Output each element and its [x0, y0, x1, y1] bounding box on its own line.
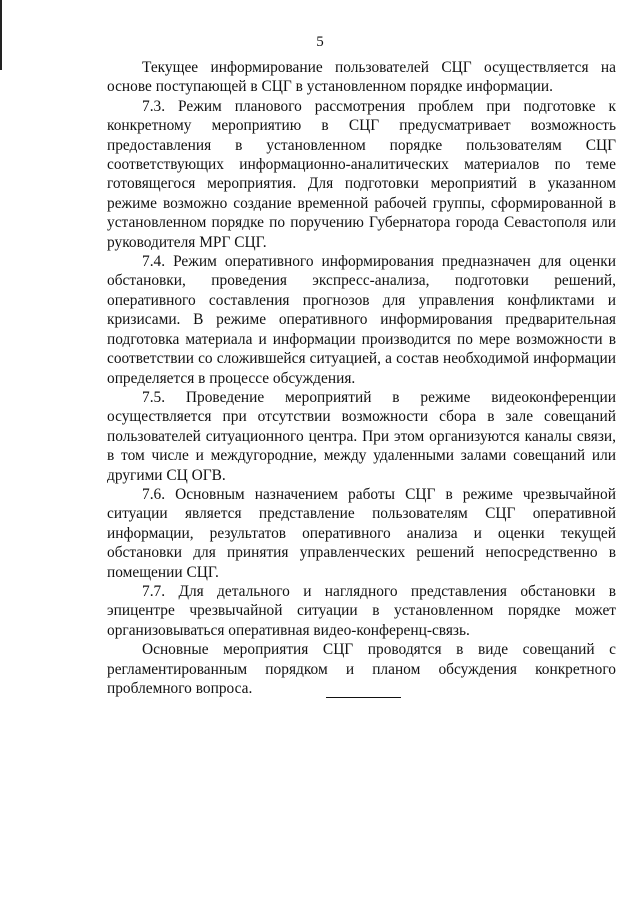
paragraph-7-6: 7.6. Основным назначением работы СЦГ в режиме чрезвычайной ситуации является представление пользователям СЦГ оперативной информации, результатов оперативного анализа и оценки текущей обстановки для принятия управленческих решений непосредственно в помещении СЦГ. [107, 485, 616, 581]
paragraph-7-3: 7.3. Режим планового рассмотрения проблем при подготовке к конкретному мероприятию в СЦГ предусматривает возможность предоставления в установленном порядке пользователям СЦГ соответствующих информационно-аналитических материалов по теме готовящегося мероприятия. Для подготовки мероприятий в указанном режиме возможно создание временной рабочей группы, сформированной в установленном порядке по поручению Губернатора города Севастополя или руководителя МРГ СЦГ. [107, 97, 616, 251]
paragraph-current-informing: Текущее информирование пользователей СЦГ осуществляется на основе поступающей в СЦГ в установленном порядке информации. [107, 59, 616, 96]
end-separator-line [326, 697, 401, 698]
document-body [107, 58, 616, 698]
paragraph-main-events: Основные мероприятия СЦГ проводятся в виде совещаний с регламентированным порядком и планом обсуждения конкретного проблемного вопроса. [107, 641, 616, 697]
page-number: 5 [316, 34, 324, 50]
paragraph-7-5: 7.5. Проведение мероприятий в режиме видеоконференции осуществляется при отсутствии возможности сбора в зале совещаний пользователей ситуационного центра. При этом организуются каналы связи, в том числе и междугородние, между удаленными залами совещаний или другими СЦ ОГВ. [107, 388, 616, 484]
paragraph-7-7: 7.7. Для детального и наглядного представления обстановки в эпицентре чрезвычайной ситуации в установленном порядке может организовываться оперативная видео-конференц-связь. [107, 582, 616, 639]
paragraph-7-4: 7.4. Режим оперативного информирования предназначен для оценки обстановки, проведения экспресс-анализа, подготовки решений, оперативного составления прогнозов для управления конфликтами и кризисами. В режиме оперативного информирования предварительная подготовка материала и информации производится по мере возможности в соответствии со сложившейся ситуацией, а состав необходимой информации определяется в процессе обсуждения. [107, 253, 616, 387]
